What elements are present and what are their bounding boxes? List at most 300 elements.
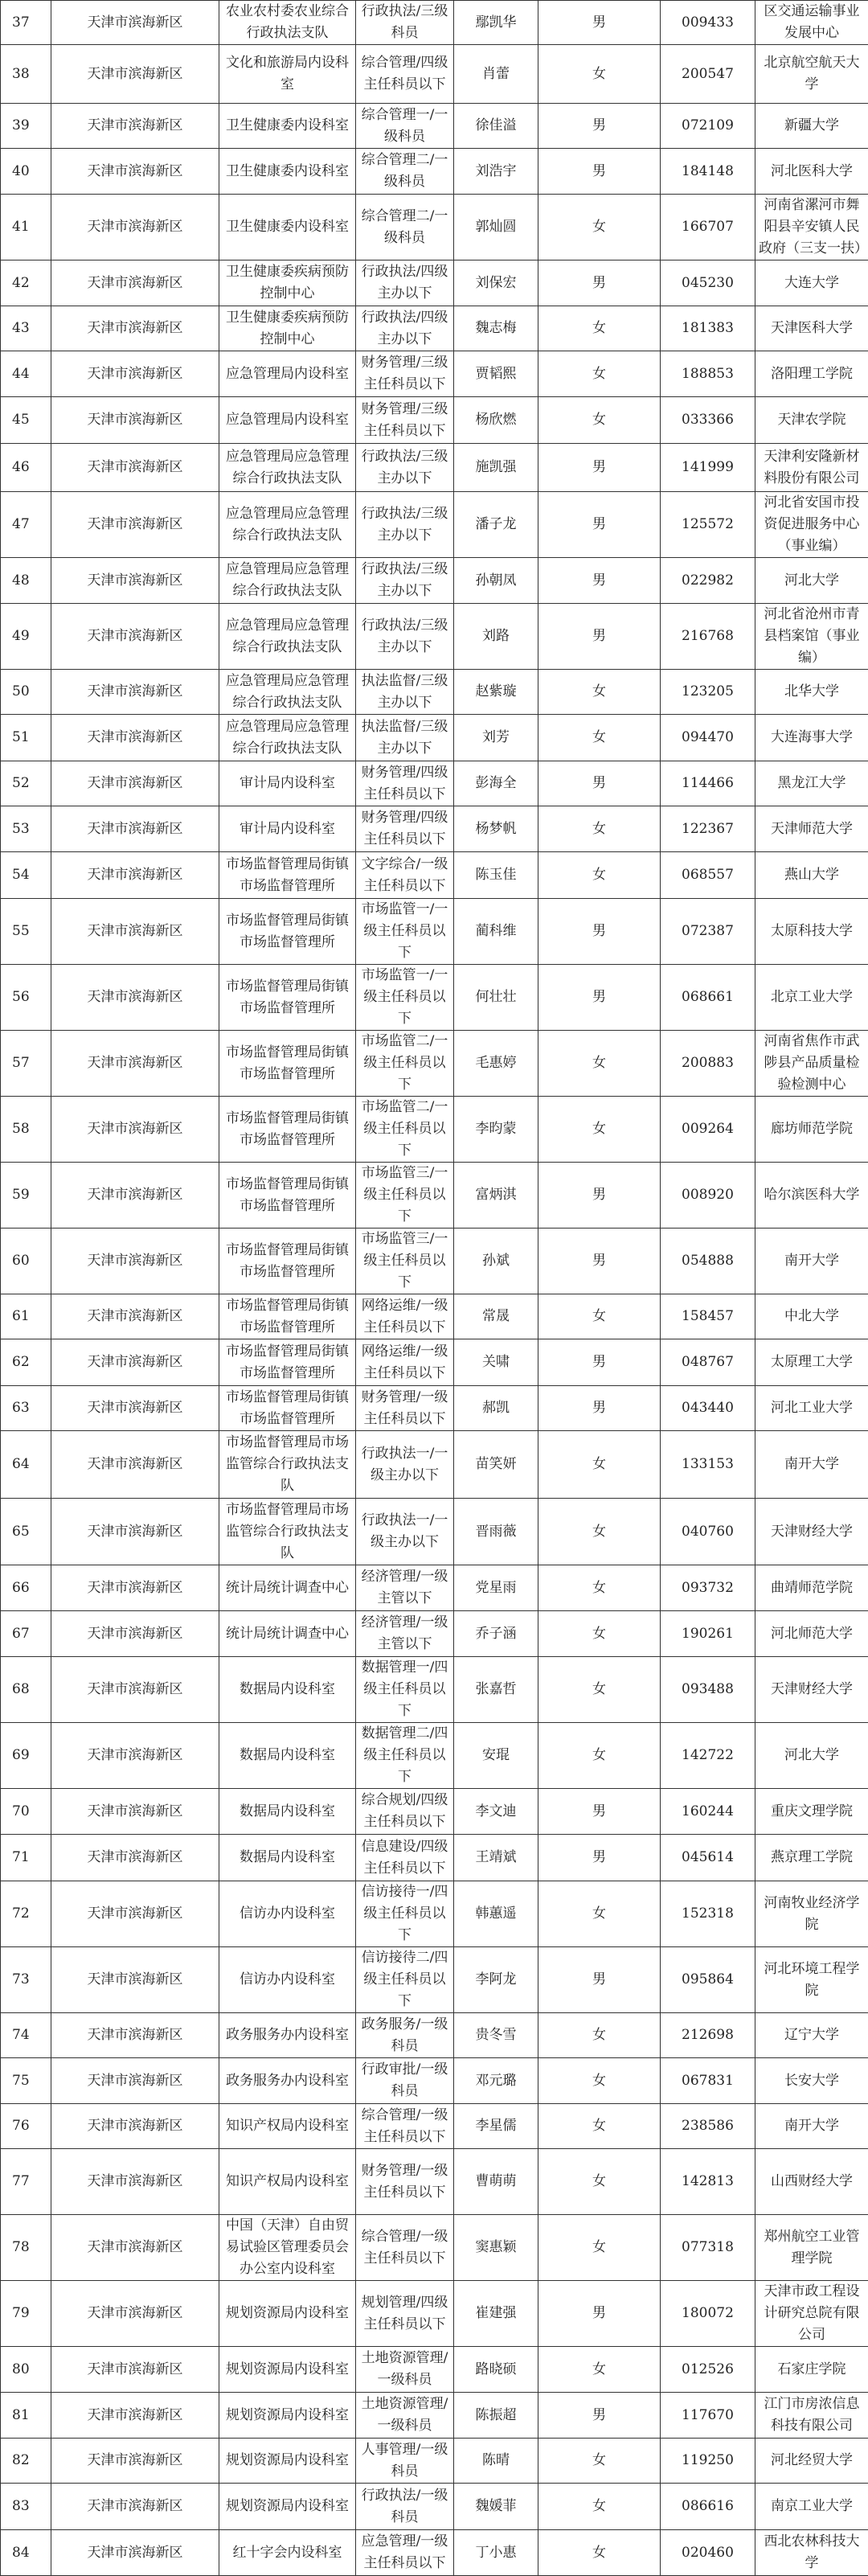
candidate-name: 郭灿圆 [454, 195, 538, 260]
position: 综合规划/四级主任科员以下 [356, 1789, 454, 1835]
department: 信访办内设科室 [219, 1947, 356, 2013]
district: 天津市滨海新区 [51, 1789, 219, 1835]
work-or-school: 天津农学院 [755, 397, 868, 444]
district: 天津市滨海新区 [51, 1723, 219, 1789]
row-number: 40 [1, 149, 51, 195]
department: 应急管理局应急管理综合行政执法支队 [219, 444, 356, 492]
position: 财务管理/一级主任科员以下 [356, 1386, 454, 1431]
work-or-school: 北京工业大学 [755, 965, 868, 1031]
exam-number: 212698 [661, 2013, 755, 2058]
gender: 女 [538, 1294, 661, 1339]
exam-number: 119250 [661, 2439, 755, 2484]
exam-number: 072109 [661, 104, 755, 149]
position: 行政审批/一级科员 [356, 2058, 454, 2104]
exam-number: 095864 [661, 1947, 755, 2013]
work-or-school: 河南牧业经济学院 [755, 1881, 868, 1947]
district: 天津市滨海新区 [51, 2393, 219, 2439]
position: 行政执法/三级主办以下 [356, 558, 454, 604]
exam-number: 009433 [661, 1, 755, 45]
table-row [1, 1229, 868, 1294]
department: 审计局内设科室 [219, 806, 356, 852]
row-number: 76 [1, 2104, 51, 2149]
exam-number: 040760 [661, 1499, 755, 1565]
gender: 女 [538, 2058, 661, 2104]
work-or-school: 天津师范大学 [755, 806, 868, 852]
candidate-name: 刘浩宇 [454, 149, 538, 195]
work-or-school: 太原理工大学 [755, 1339, 868, 1386]
gender: 女 [538, 1881, 661, 1947]
gender: 男 [538, 1386, 661, 1431]
gender: 男 [538, 899, 661, 965]
gender: 男 [538, 1, 661, 45]
work-or-school: 哈尔滨医科大学 [755, 1163, 868, 1229]
gender: 女 [538, 2215, 661, 2281]
work-or-school: 河北省沧州市青县档案馆（事业编） [755, 604, 868, 670]
gender: 女 [538, 1431, 661, 1499]
table-row [1, 195, 868, 260]
work-or-school: 南开大学 [755, 1431, 868, 1499]
position: 综合管理二/一级科员 [356, 195, 454, 260]
exam-number: 142813 [661, 2149, 755, 2215]
gender: 男 [538, 604, 661, 670]
table-row [1, 715, 868, 761]
candidate-name: 何壮壮 [454, 965, 538, 1031]
department: 应急管理局应急管理综合行政执法支队 [219, 670, 356, 715]
gender: 男 [538, 2281, 661, 2347]
candidate-name: 曹萌萌 [454, 2149, 538, 2215]
work-or-school: 南开大学 [755, 1229, 868, 1294]
gender: 女 [538, 806, 661, 852]
gender: 男 [538, 260, 661, 306]
gender: 男 [538, 965, 661, 1031]
row-number: 50 [1, 670, 51, 715]
position: 市场监管一/一级主任科员以下 [356, 965, 454, 1031]
position: 土地资源管理/一级科员 [356, 2347, 454, 2393]
candidate-name: 杨梦帆 [454, 806, 538, 852]
gender: 男 [538, 558, 661, 604]
position: 行政执法/三级主办以下 [356, 604, 454, 670]
exam-number: 117670 [661, 2393, 755, 2439]
gender: 男 [538, 761, 661, 806]
position: 行政执法一/一级主办以下 [356, 1431, 454, 1499]
position: 综合管理/四级主任科员以下 [356, 45, 454, 104]
table-row [1, 1657, 868, 1723]
table-row [1, 444, 868, 492]
gender: 男 [538, 1339, 661, 1386]
district: 天津市滨海新区 [51, 899, 219, 965]
gender: 男 [538, 104, 661, 149]
position: 财务管理/四级主任科员以下 [356, 761, 454, 806]
work-or-school: 天津财经大学 [755, 1657, 868, 1723]
candidate-name: 孙朝凤 [454, 558, 538, 604]
row-number: 58 [1, 1097, 51, 1163]
candidate-name: 毛惠婷 [454, 1031, 538, 1097]
table-row [1, 2058, 868, 2104]
position: 数据管理二/四级主任科员以下 [356, 1723, 454, 1789]
district: 天津市滨海新区 [51, 2439, 219, 2484]
position: 土地资源管理/一级科员 [356, 2393, 454, 2439]
table-row [1, 899, 868, 965]
district: 天津市滨海新区 [51, 351, 219, 397]
district: 天津市滨海新区 [51, 852, 219, 899]
exam-number: 045230 [661, 260, 755, 306]
district: 天津市滨海新区 [51, 1611, 219, 1657]
district: 天津市滨海新区 [51, 2281, 219, 2347]
department: 农业农村委农业综合行政执法支队 [219, 1, 356, 45]
table-row [1, 1499, 868, 1565]
work-or-school: 西北农林科技大学 [755, 2530, 868, 2576]
table-row [1, 2013, 868, 2058]
district: 天津市滨海新区 [51, 1881, 219, 1947]
candidate-name: 窦惠颖 [454, 2215, 538, 2281]
gender: 女 [538, 45, 661, 104]
position: 综合管理/一级主任科员以下 [356, 2215, 454, 2281]
exam-number: 043440 [661, 1386, 755, 1431]
work-or-school: 天津市政工程设计研究总院有限公司 [755, 2281, 868, 2347]
gender: 男 [538, 1789, 661, 1835]
department: 知识产权局内设科室 [219, 2104, 356, 2149]
exam-number: 067831 [661, 2058, 755, 2104]
candidate-name: 刘保宏 [454, 260, 538, 306]
department: 市场监督管理局街镇市场监督管理所 [219, 1386, 356, 1431]
candidate-name: 李昀蒙 [454, 1097, 538, 1163]
row-number: 41 [1, 195, 51, 260]
row-number: 55 [1, 899, 51, 965]
table-row [1, 260, 868, 306]
table-row [1, 604, 868, 670]
department: 应急管理局内设科室 [219, 397, 356, 444]
candidate-name: 鄢凯华 [454, 1, 538, 45]
candidate-name: 苗笑妍 [454, 1431, 538, 1499]
row-number: 77 [1, 2149, 51, 2215]
work-or-school: 河南省焦作市武陟县产品质量检验检测中心 [755, 1031, 868, 1097]
exam-number: 022982 [661, 558, 755, 604]
candidate-name: 陈振超 [454, 2393, 538, 2439]
work-or-school: 河北大学 [755, 1723, 868, 1789]
district: 天津市滨海新区 [51, 1657, 219, 1723]
position: 财务管理/三级主任科员以下 [356, 351, 454, 397]
candidate-name: 贵冬雪 [454, 2013, 538, 2058]
exam-number: 166707 [661, 195, 755, 260]
department: 规划资源局内设科室 [219, 2393, 356, 2439]
candidate-name: 党星雨 [454, 1565, 538, 1611]
table-row [1, 1339, 868, 1386]
position: 执法监督/三级主办以下 [356, 715, 454, 761]
table-row [1, 351, 868, 397]
work-or-school: 郑州航空工业管理学院 [755, 2215, 868, 2281]
table-row [1, 1789, 868, 1835]
department: 卫生健康委疾病预防控制中心 [219, 306, 356, 351]
row-number: 56 [1, 965, 51, 1031]
gender: 女 [538, 2484, 661, 2530]
exam-number: 152318 [661, 1881, 755, 1947]
table-row [1, 149, 868, 195]
position: 财务管理/三级主任科员以下 [356, 397, 454, 444]
work-or-school: 长安大学 [755, 2058, 868, 2104]
row-number: 80 [1, 2347, 51, 2393]
exam-number: 048767 [661, 1339, 755, 1386]
position: 经济管理/一级主管以下 [356, 1565, 454, 1611]
district: 天津市滨海新区 [51, 1339, 219, 1386]
table-row [1, 1565, 868, 1611]
position: 数据管理一/四级主任科员以下 [356, 1657, 454, 1723]
gender: 女 [538, 2530, 661, 2576]
exam-number: 200883 [661, 1031, 755, 1097]
table-row [1, 1163, 868, 1229]
work-or-school: 燕京理工学院 [755, 1835, 868, 1881]
work-or-school: 天津医科大学 [755, 306, 868, 351]
position: 综合管理一/一级科员 [356, 104, 454, 149]
exam-number: 190261 [661, 1611, 755, 1657]
exam-number: 093732 [661, 1565, 755, 1611]
row-number: 51 [1, 715, 51, 761]
department: 规划资源局内设科室 [219, 2439, 356, 2484]
table-row [1, 492, 868, 558]
department: 应急管理局应急管理综合行政执法支队 [219, 492, 356, 558]
district: 天津市滨海新区 [51, 2484, 219, 2530]
district: 天津市滨海新区 [51, 2215, 219, 2281]
table-row [1, 2393, 868, 2439]
row-number: 38 [1, 45, 51, 104]
table-row [1, 558, 868, 604]
department: 应急管理局应急管理综合行政执法支队 [219, 604, 356, 670]
gender: 女 [538, 1723, 661, 1789]
row-number: 60 [1, 1229, 51, 1294]
table-row [1, 397, 868, 444]
position: 综合管理/一级主任科员以下 [356, 2104, 454, 2149]
position: 政务服务/一级科员 [356, 2013, 454, 2058]
table-row [1, 852, 868, 899]
position: 应急管理/一级主任科员以下 [356, 2530, 454, 2576]
row-number: 79 [1, 2281, 51, 2347]
district: 天津市滨海新区 [51, 1499, 219, 1565]
position: 文字综合/一级主任科员以下 [356, 852, 454, 899]
row-number: 46 [1, 444, 51, 492]
table-row [1, 1431, 868, 1499]
candidate-name: 王靖斌 [454, 1835, 538, 1881]
candidate-name: 常晟 [454, 1294, 538, 1339]
exam-number: 180072 [661, 2281, 755, 2347]
exam-number: 093488 [661, 1657, 755, 1723]
department: 统计局统计调查中心 [219, 1565, 356, 1611]
row-number: 49 [1, 604, 51, 670]
exam-number: 077318 [661, 2215, 755, 2281]
exam-number: 188853 [661, 351, 755, 397]
gender: 男 [538, 2393, 661, 2439]
exam-number: 045614 [661, 1835, 755, 1881]
work-or-school: 河北工业大学 [755, 1386, 868, 1431]
district: 天津市滨海新区 [51, 1947, 219, 2013]
department: 数据局内设科室 [219, 1835, 356, 1881]
candidate-name: 魏志梅 [454, 306, 538, 351]
gender: 女 [538, 715, 661, 761]
table-row [1, 2439, 868, 2484]
candidate-name: 彭海全 [454, 761, 538, 806]
district: 天津市滨海新区 [51, 715, 219, 761]
table-row [1, 2215, 868, 2281]
department: 市场监督管理局街镇市场监督管理所 [219, 965, 356, 1031]
candidate-name: 乔子涵 [454, 1611, 538, 1657]
district: 天津市滨海新区 [51, 2347, 219, 2393]
position: 网络运维/一级主任科员以下 [356, 1294, 454, 1339]
district: 天津市滨海新区 [51, 2530, 219, 2576]
work-or-school: 北华大学 [755, 670, 868, 715]
gender: 女 [538, 2149, 661, 2215]
exam-number: 216768 [661, 604, 755, 670]
gender: 女 [538, 2347, 661, 2393]
work-or-school: 天津利安隆新材料股份有限公司 [755, 444, 868, 492]
work-or-school: 江门市房浓信息科技有限公司 [755, 2393, 868, 2439]
district: 天津市滨海新区 [51, 195, 219, 260]
work-or-school: 山西财经大学 [755, 2149, 868, 2215]
department: 规划资源局内设科室 [219, 2281, 356, 2347]
position: 规划管理/四级主任科员以下 [356, 2281, 454, 2347]
department: 知识产权局内设科室 [219, 2149, 356, 2215]
position: 网络运维/一级主任科员以下 [356, 1339, 454, 1386]
district: 天津市滨海新区 [51, 1565, 219, 1611]
exam-number: 141999 [661, 444, 755, 492]
position: 行政执法一/一级主办以下 [356, 1499, 454, 1565]
row-number: 82 [1, 2439, 51, 2484]
candidate-name: 杨欣燃 [454, 397, 538, 444]
row-number: 78 [1, 2215, 51, 2281]
table-row [1, 2484, 868, 2530]
candidate-name: 魏媛菲 [454, 2484, 538, 2530]
work-or-school: 廊坊师范学院 [755, 1097, 868, 1163]
position: 信访接待二/四级主任科员以下 [356, 1947, 454, 2013]
row-number: 68 [1, 1657, 51, 1723]
work-or-school: 大连大学 [755, 260, 868, 306]
gender: 女 [538, 2104, 661, 2149]
work-or-school: 南开大学 [755, 2104, 868, 2149]
exam-number: 094470 [661, 715, 755, 761]
table-row [1, 761, 868, 806]
work-or-school: 南京工业大学 [755, 2484, 868, 2530]
gender: 男 [538, 444, 661, 492]
district: 天津市滨海新区 [51, 2058, 219, 2104]
position: 市场监管三/一级主任科员以下 [356, 1229, 454, 1294]
row-number: 70 [1, 1789, 51, 1835]
district: 天津市滨海新区 [51, 1386, 219, 1431]
exam-number: 160244 [661, 1789, 755, 1835]
district: 天津市滨海新区 [51, 1229, 219, 1294]
gender: 男 [538, 1947, 661, 2013]
table-row [1, 306, 868, 351]
position: 市场监管二/一级主任科员以下 [356, 1031, 454, 1097]
row-number: 59 [1, 1163, 51, 1229]
exam-number: 086616 [661, 2484, 755, 2530]
candidate-name: 赵紫璇 [454, 670, 538, 715]
candidate-name: 徐佳溢 [454, 104, 538, 149]
position: 行政执法/四级主办以下 [356, 260, 454, 306]
gender: 女 [538, 1657, 661, 1723]
exam-number: 125572 [661, 492, 755, 558]
work-or-school: 石家庄学院 [755, 2347, 868, 2393]
exam-number: 122367 [661, 806, 755, 852]
gender: 女 [538, 2013, 661, 2058]
department: 市场监督管理局街镇市场监督管理所 [219, 852, 356, 899]
department: 规划资源局内设科室 [219, 2347, 356, 2393]
district: 天津市滨海新区 [51, 1031, 219, 1097]
gender: 女 [538, 1611, 661, 1657]
work-or-school: 河北环境工程学院 [755, 1947, 868, 2013]
row-number: 53 [1, 806, 51, 852]
candidate-name: 刘路 [454, 604, 538, 670]
candidate-name: 李文迪 [454, 1789, 538, 1835]
district: 天津市滨海新区 [51, 1163, 219, 1229]
gender: 男 [538, 492, 661, 558]
district: 天津市滨海新区 [51, 2013, 219, 2058]
department: 卫生健康委内设科室 [219, 195, 356, 260]
position: 市场监管一/一级主任科员以下 [356, 899, 454, 965]
candidate-name: 贾韬熙 [454, 351, 538, 397]
exam-number: 008920 [661, 1163, 755, 1229]
candidate-name: 陈玉佳 [454, 852, 538, 899]
work-or-school: 河北省安国市投资促进服务中心（事业编） [755, 492, 868, 558]
department: 市场监督管理局街镇市场监督管理所 [219, 899, 356, 965]
candidate-name: 安琨 [454, 1723, 538, 1789]
work-or-school: 重庆文理学院 [755, 1789, 868, 1835]
district: 天津市滨海新区 [51, 604, 219, 670]
exam-number: 181383 [661, 306, 755, 351]
candidate-name: 邓元璐 [454, 2058, 538, 2104]
row-number: 48 [1, 558, 51, 604]
candidate-name: 张嘉哲 [454, 1657, 538, 1723]
work-or-school: 辽宁大学 [755, 2013, 868, 2058]
table-row [1, 2347, 868, 2393]
department: 规划资源局内设科室 [219, 2484, 356, 2530]
exam-number: 114466 [661, 761, 755, 806]
gender: 女 [538, 1031, 661, 1097]
department: 数据局内设科室 [219, 1657, 356, 1723]
position: 人事管理/一级科员 [356, 2439, 454, 2484]
row-number: 72 [1, 1881, 51, 1947]
position: 行政执法/一级科员 [356, 2484, 454, 2530]
gender: 男 [538, 1163, 661, 1229]
gender: 男 [538, 1229, 661, 1294]
position: 行政执法/三级主办以下 [356, 444, 454, 492]
department: 市场监督管理局街镇市场监督管理所 [219, 1097, 356, 1163]
exam-number: 158457 [661, 1294, 755, 1339]
row-number: 67 [1, 1611, 51, 1657]
department: 应急管理局应急管理综合行政执法支队 [219, 558, 356, 604]
row-number: 64 [1, 1431, 51, 1499]
row-number: 81 [1, 2393, 51, 2439]
exam-number: 009264 [661, 1097, 755, 1163]
candidate-name: 李星儒 [454, 2104, 538, 2149]
candidate-name: 孙斌 [454, 1229, 538, 1294]
work-or-school: 太原科技大学 [755, 899, 868, 965]
district: 天津市滨海新区 [51, 965, 219, 1031]
work-or-school: 中北大学 [755, 1294, 868, 1339]
work-or-school: 区交通运输事业发展中心 [755, 1, 868, 45]
department: 卫生健康委内设科室 [219, 149, 356, 195]
candidate-name: 关啸 [454, 1339, 538, 1386]
candidate-name: 晋雨薇 [454, 1499, 538, 1565]
row-number: 47 [1, 492, 51, 558]
work-or-school: 曲靖师范学院 [755, 1565, 868, 1611]
work-or-school: 河南省漯河市舞阳县辛安镇人民政府（三支一扶） [755, 195, 868, 260]
row-number: 75 [1, 2058, 51, 2104]
row-number: 83 [1, 2484, 51, 2530]
candidate-name: 郝凯 [454, 1386, 538, 1431]
exam-number: 184148 [661, 149, 755, 195]
district: 天津市滨海新区 [51, 1097, 219, 1163]
district: 天津市滨海新区 [51, 761, 219, 806]
work-or-school: 北京航空航天大学 [755, 45, 868, 104]
row-number: 42 [1, 260, 51, 306]
district: 天津市滨海新区 [51, 45, 219, 104]
